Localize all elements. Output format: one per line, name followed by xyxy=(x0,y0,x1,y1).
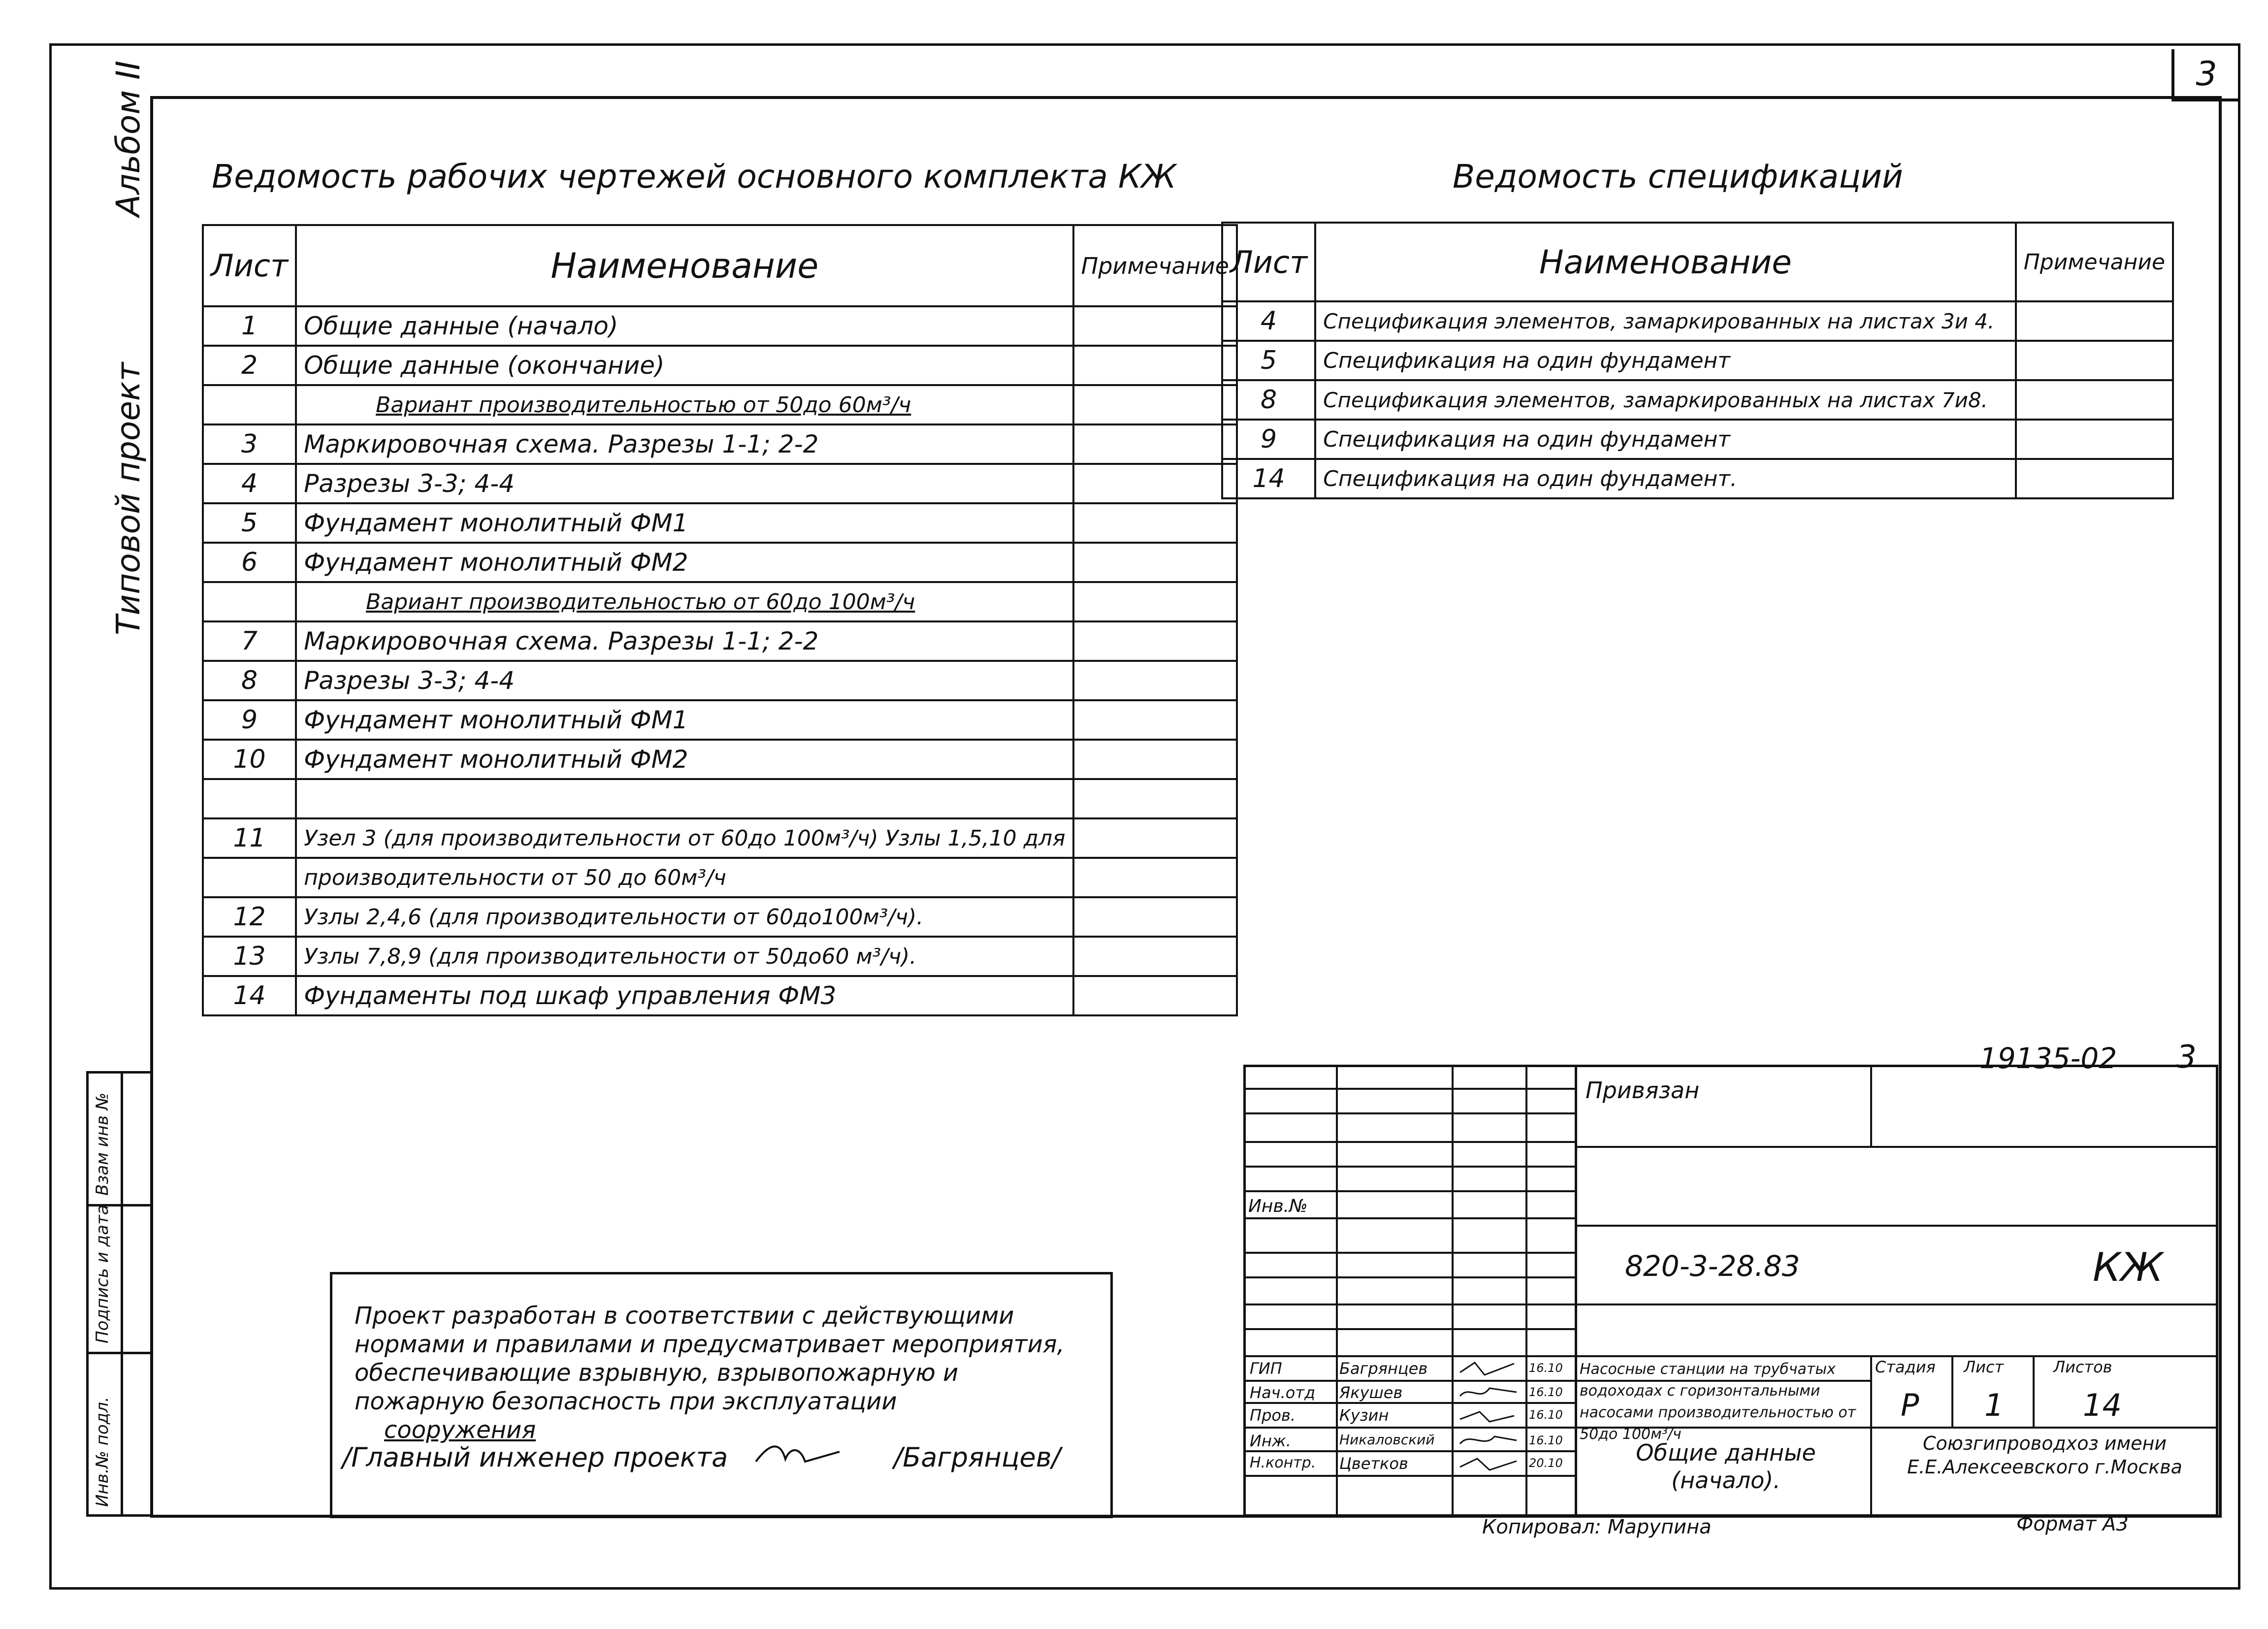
table-row: 10 Фундамент монолитный ФМ2 xyxy=(203,740,1237,779)
name-prov: Кузин xyxy=(1339,1406,1389,1425)
date-nkontr: 20.10 xyxy=(1529,1456,1563,1470)
table-row: 11 Узел 3 (для производительности от 60до 100м³/ч) Узлы 1,5,10 для xyxy=(203,818,1237,858)
sheets-value: 14 xyxy=(2083,1387,2122,1423)
table-row: 2 Общие данные (окончание) xyxy=(203,346,1237,385)
table-header xyxy=(1222,223,2173,301)
sheet-value: 1 xyxy=(1984,1387,2004,1423)
role-gip: ГИП xyxy=(1250,1359,1282,1378)
mark: КЖ xyxy=(2093,1244,2163,1290)
note-box xyxy=(330,1272,1113,1518)
doc-number-top: 19135-02 xyxy=(1979,1042,2117,1075)
page-number: 3 xyxy=(2171,49,2238,101)
drawings-list-title: Ведомость рабочих чертежей основного комплекта КЖ xyxy=(212,158,1176,195)
header-name: Наименование xyxy=(296,225,1073,306)
table-row: 8 Разрезы 3-3; 4-4 xyxy=(203,661,1237,700)
table-row: 13 Узлы 7,8,9 (для производительности от 50до60 м³/ч). xyxy=(203,937,1237,976)
sheets-label: Листов xyxy=(2053,1358,2112,1376)
stage-label: Стадия xyxy=(1875,1358,1936,1376)
table-row: 7 Маркировочная схема. Разрезы 1-1; 2-2 xyxy=(203,621,1237,661)
note-signature-label: /Главный инженер проекта xyxy=(342,1442,728,1473)
spec-list-title: Ведомость спецификаций xyxy=(1453,158,1903,195)
table-row: 8 Спецификация элементов, замаркированных на листах 7и8. xyxy=(1222,380,2173,420)
table-row xyxy=(203,779,1237,818)
note-text: Проект разработан в соответствии с действующими нормами и правилами и предусматривает мероприятия, обеспечивающие взрывную, взрывопожарную и пожарную безопасность при эксплуатации сооружения xyxy=(355,1302,1065,1444)
attached-label: Привязан xyxy=(1586,1077,1700,1104)
role-nkontr: Н.контр. xyxy=(1250,1454,1316,1471)
table-row: 1 Общие данные (начало) xyxy=(203,306,1237,346)
signature-mark xyxy=(751,1432,844,1476)
table-row: Вариант производительностью от 60до 100м³/ч xyxy=(203,582,1237,621)
inv-no-label: Инв.№ подл. xyxy=(93,1397,112,1507)
inv-label: Инв.№ xyxy=(1248,1196,1308,1216)
table-row: Вариант производительностью от 50до 60м³/ч xyxy=(203,385,1237,424)
format-label: Формат А3 xyxy=(2016,1513,2129,1535)
spec-table xyxy=(1221,222,2174,499)
object-name: Насосные станции на трубчатых водоходах с горизонтальными насосами производительностью от 50до 100м³/ч xyxy=(1580,1361,1856,1443)
sheet-title: Общие данные (начало). xyxy=(1636,1439,1816,1494)
name-gip: Багрянцев xyxy=(1339,1359,1428,1378)
role-prov: Пров. xyxy=(1250,1406,1296,1425)
role-inzh: Инж. xyxy=(1250,1432,1291,1450)
copied-by: Копировал: Марупина xyxy=(1482,1516,1712,1538)
spec-header-note: Примечание xyxy=(2016,223,2173,301)
table-row: 9 Спецификация на один фундамент xyxy=(1222,420,2173,459)
table-row: 6 Фундамент монолитный ФМ2 xyxy=(203,543,1237,582)
album-label: Альбом II xyxy=(109,60,147,217)
date-gip: 16.10 xyxy=(1529,1361,1563,1375)
date-prov: 16.10 xyxy=(1529,1408,1563,1422)
table-row: 4 Разрезы 3-3; 4-4 xyxy=(203,464,1237,503)
table-row: 14 Спецификация на один фундамент. xyxy=(1222,459,2173,498)
table-row: 14 Фундаменты под шкаф управления ФМ3 xyxy=(203,976,1237,1015)
title-block xyxy=(1243,1065,2218,1517)
table-row: 3 Маркировочная схема. Разрезы 1-1; 2-2 xyxy=(203,424,1237,464)
note-signer: /Багрянцев/ xyxy=(894,1442,1061,1473)
name-nach: Якушев xyxy=(1339,1383,1403,1402)
table-row: 5 Фундамент монолитный ФМ1 xyxy=(203,503,1237,543)
left-strip xyxy=(86,1071,153,1517)
sign-date-label: Подпись и дата xyxy=(93,1205,112,1343)
signatures xyxy=(1455,1358,1524,1476)
note-underlined: сооружения xyxy=(384,1416,536,1444)
spec-header-sheet: Лист xyxy=(1222,223,1315,301)
organization: Союзгипроводхоз имени Е.Е.Алексеевского г.Москва xyxy=(1907,1433,2182,1478)
table-row: 12 Узлы 2,4,6 (для производительности от 60до100м³/ч). xyxy=(203,897,1237,937)
header-note: Примечание xyxy=(1073,225,1237,306)
date-inzh: 16.10 xyxy=(1529,1434,1563,1447)
sheet-label: Лист xyxy=(1964,1358,2004,1376)
table-header xyxy=(203,225,1237,306)
table-row: 5 Спецификация на один фундамент xyxy=(1222,341,2173,380)
role-nach: Нач.отд xyxy=(1250,1383,1316,1402)
sheet-top: 3 xyxy=(2176,1039,2197,1075)
spec-header-name: Наименование xyxy=(1315,223,2016,301)
table-row: 9 Фундамент монолитный ФМ1 xyxy=(203,700,1237,740)
table-row: 4 Спецификация элементов, замаркированных на листах 3и 4. xyxy=(1222,301,2173,341)
drawings-table xyxy=(202,224,1238,1016)
table-row: производительности от 50 до 60м³/ч xyxy=(203,858,1237,897)
header-sheet: Лист xyxy=(203,225,296,306)
name-nkontr: Цветков xyxy=(1339,1454,1408,1473)
project-label: Типовой проект xyxy=(109,362,147,635)
name-inzh: Никаловский xyxy=(1339,1432,1435,1448)
replace-inv-label: Взам инв № xyxy=(93,1092,112,1196)
designation: 820-3-28.83 xyxy=(1625,1249,1800,1283)
date-nach: 16.10 xyxy=(1529,1385,1563,1399)
stage-value: Р xyxy=(1901,1387,1919,1423)
